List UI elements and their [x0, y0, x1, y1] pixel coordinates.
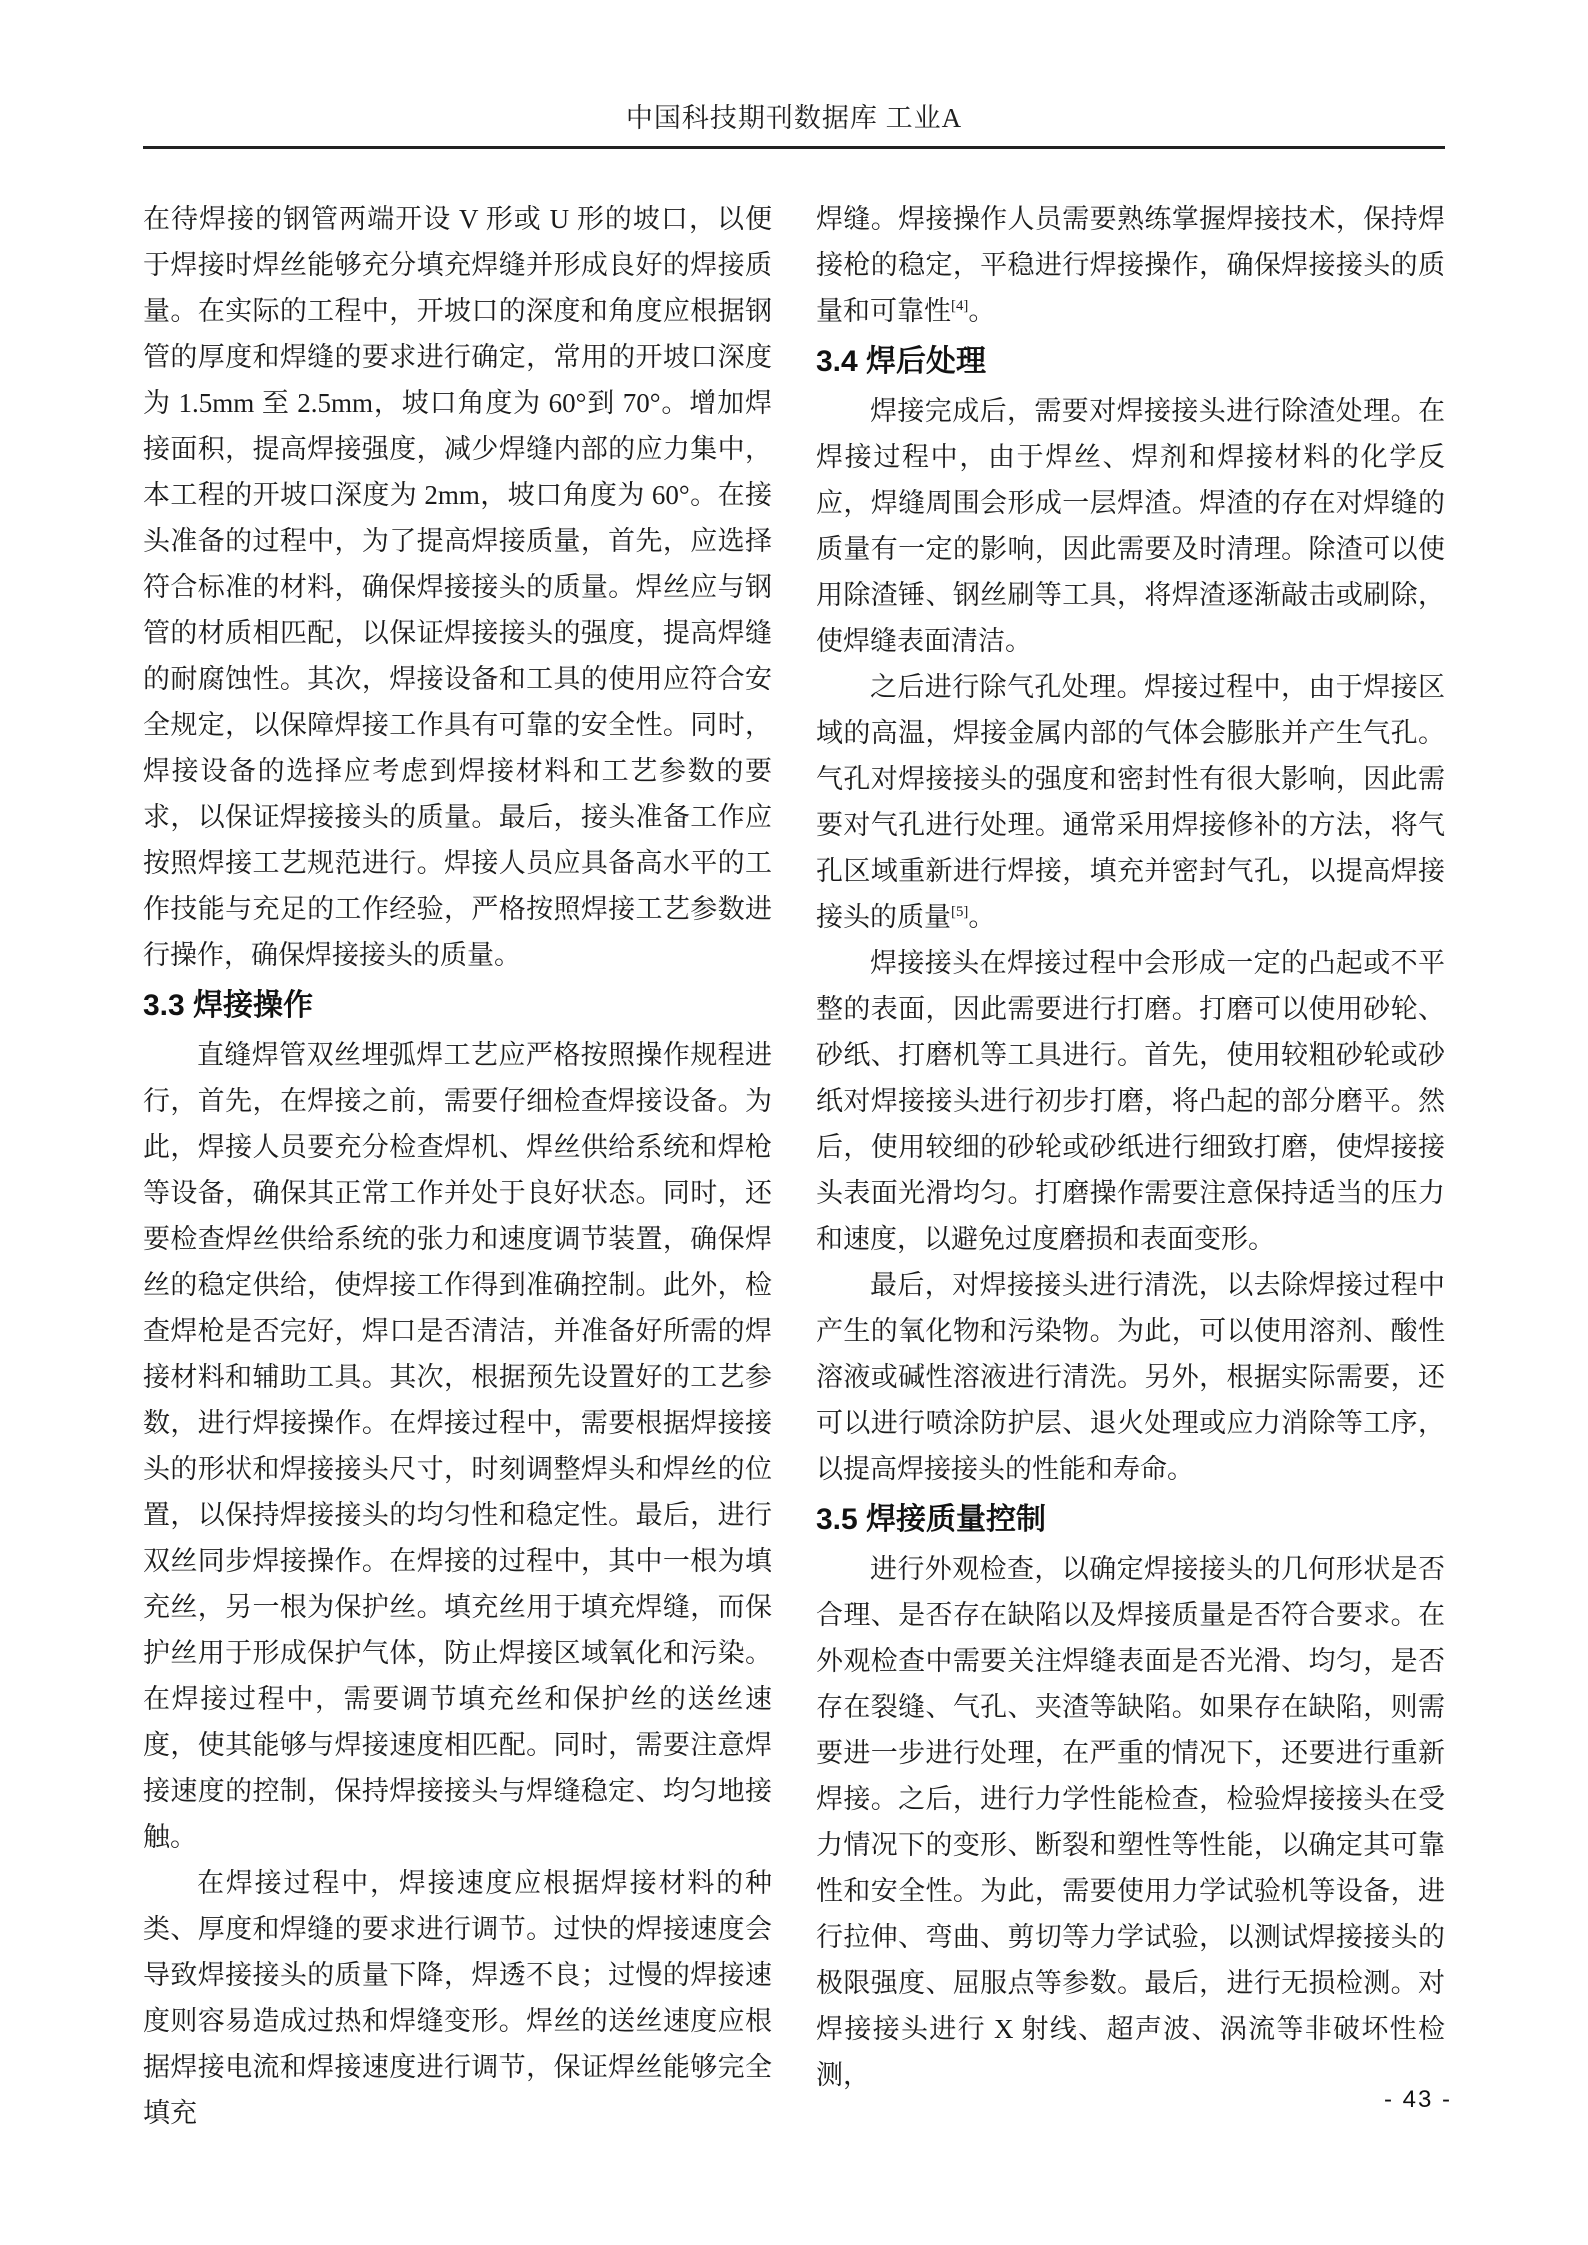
body-paragraph: 焊接完成后，需要对焊接接头进行除渣处理。在焊接过程中，由于焊丝、焊剂和焊接材料的化学反应，焊缝周围会形成一层焊渣。焊渣的存在对焊缝的质量有一定的影响，因此需要及时清理。除渣可以使用除渣锤、钢丝刷等工具，将焊渣逐渐敲击或刷除，使焊缝表面清洁。 — [816, 396, 1445, 656]
body-paragraph: 直缝焊管双丝埋弧焊工艺应严格按照操作规程进行，首先，在焊接之前，需要仔细检查焊接设备。为此，焊接人员要充分检查焊机、焊丝供给系统和焊枪等设备，确保其正常工作并处于良好状态。同时，还要检查焊丝供给系统的张力和速度调节装置，确保焊丝的稳定供给，使焊接工作得到准确控制。此外，检查焊枪是否完好，焊口是否清洁，并准备好所需的焊接材料和辅助工具。其次，根据预先设置好的工艺参数，进行焊接操作。在焊接过程中，需要根据焊接接头的形状和焊接接头尺寸，时刻调整焊头和焊丝的位置，以保持焊接接头的均匀性和稳定性。最后，进行双丝同步焊接操作。在焊接的过程中，其中一根为填充丝，另一根为保护丝。填充丝用于填充焊缝，而保护丝用于形成保护气体，防止焊接区域氧化和污染。在焊接过程中，需要调节填充丝和保护丝的送丝速度，使其能够与焊接速度相匹配。同时，需要注意焊接速度的控制，保持焊接接头与焊缝稳定、均匀地接触。 — [143, 1040, 772, 1852]
body-paragraph: 焊缝。焊接操作人员需要熟练掌握焊接技术，保持焊接枪的稳定，平稳进行焊接操作，确保焊接接头的质量和可靠性[4]。 — [816, 204, 1445, 326]
page-number: - 43 - — [1384, 2086, 1453, 2113]
header-divider — [143, 146, 1445, 149]
journal-header: 中国科技期刊数据库 工业A — [625, 103, 963, 133]
section-heading: 3.4 焊后处理 — [816, 345, 987, 378]
citation-ref: [4] — [951, 298, 969, 314]
right-column — [816, 196, 1445, 2136]
body-paragraph: 最后，对焊接接头进行清洗，以去除焊接过程中产生的氧化物和污染物。为此，可以使用溶剂、酸性溶液或碱性溶液进行清洗。另外，根据实际需要，还可以进行喷涂防护层、退火处理或应力消除等工序，以提高焊接接头的性能和寿命。 — [816, 1270, 1445, 1484]
body-paragraph: 之后进行除气孔处理。焊接过程中，由于焊接区域的高温，焊接金属内部的气体会膨胀并产生气孔。气孔对焊接接头的强度和密封性有很大影响，因此需要对气孔进行处理。通常采用焊接修补的方法，将气孔区域重新进行焊接，填充并密封气孔，以提高焊接接头的质量[5]。 — [816, 672, 1445, 932]
two-column-body — [143, 196, 1445, 2136]
left-column — [143, 196, 772, 2136]
body-paragraph: 在焊接过程中，焊接速度应根据焊接材料的种类、厚度和焊缝的要求进行调节。过快的焊接速度会导致焊接接头的质量下降，焊透不良；过慢的焊接速度则容易造成过热和焊缝变形。焊丝的送丝速度应根据焊接电流和焊接速度进行调节，保证焊丝能够完全填充 — [143, 1868, 772, 2128]
body-paragraph: 在待焊接的钢管两端开设 V 形或 U 形的坡口，以便于焊接时焊丝能够充分填充焊缝并形成良好的焊接质量。在实际的工程中，开坡口的深度和角度应根据钢管的厚度和焊缝的要求进行确定，常用的开坡口深度为 1.5mm 至 2.5mm，坡口角度为 60°到 70°。增加焊接面积，提高焊接强度，减少焊缝内部的应力集中，本工程的开坡口深度为 2mm，坡口角度为 60°。在接头准备的过程中，为了提高焊接质量，首先，应选择符合标准的材料，确保焊接接头的质量。焊丝应与钢管的材质相匹配，以保证焊接接头的强度，提高焊缝的耐腐蚀性。其次，焊接设备和工具的使用应符合安全规定，以保障焊接工作具有可靠的安全性。同时，焊接设备的选择应考虑到焊接材料和工艺参数的要求，以保证焊接接头的质量。最后，接头准备工作应按照焊接工艺规范进行。焊接人员应具备高水平的工作技能与充足的工作经验，严格按照焊接工艺参数进行操作，确保焊接接头的质量。 — [143, 204, 772, 970]
section-heading: 3.3 焊接操作 — [143, 989, 314, 1022]
citation-ref: [5] — [951, 904, 969, 920]
body-paragraph: 进行外观检查，以确定焊接接头的几何形状是否合理、是否存在缺陷以及焊接质量是否符合要求。在外观检查中需要关注焊缝表面是否光滑、均匀，是否存在裂缝、气孔、夹渣等缺陷。如果存在缺陷，则需要进一步进行处理，在严重的情况下，还要进行重新焊接。之后，进行力学性能检查，检验焊接接头在受力情况下的变形、断裂和塑性等性能，以确定其可靠性和安全性。为此，需要使用力学试验机等设备，进行拉伸、弯曲、剪切等力学试验，以测试焊接接头的极限强度、屈服点等参数。最后，进行无损检测。对焊接接头进行 X 射线、超声波、涡流等非破坏性检测， — [816, 1554, 1445, 2090]
body-paragraph: 焊接接头在焊接过程中会形成一定的凸起或不平整的表面，因此需要进行打磨。打磨可以使用砂轮、砂纸、打磨机等工具进行。首先，使用较粗砂轮或砂纸对焊接接头进行初步打磨，将凸起的部分磨平。然后，使用较细的砂轮或砂纸进行细致打磨，使焊接接头表面光滑均匀。打磨操作需要注意保持适当的压力和速度，以避免过度磨损和表面变形。 — [816, 948, 1445, 1254]
section-heading: 3.5 焊接质量控制 — [816, 1503, 1047, 1536]
